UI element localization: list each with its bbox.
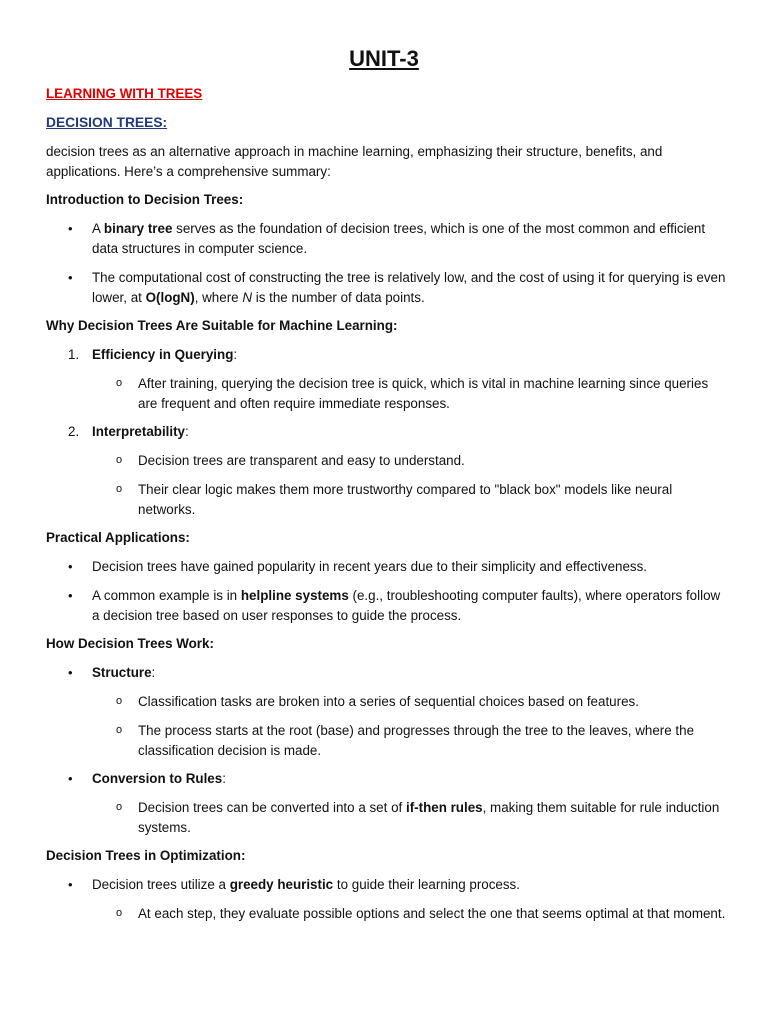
text-run: :	[222, 771, 226, 786]
text-run: A	[92, 221, 104, 236]
bold-term: Conversion to Rules	[92, 771, 223, 786]
sub-item-trustworthy: Their clear logic makes them more trustworthy compared to "black box" models like neural networks.	[138, 482, 673, 517]
page-title: UNIT-3	[349, 46, 419, 71]
text-run: :	[185, 424, 189, 439]
text-run: to guide their learning process.	[333, 877, 520, 892]
italic-term: N	[242, 289, 252, 305]
bold-term: Structure	[92, 665, 152, 680]
bullet-icon: •	[68, 877, 73, 892]
list-item-popularity: Decision trees have gained popularity in recent years due to their simplicity and effectiveness.	[92, 559, 648, 574]
text-run: A common example is in	[92, 588, 241, 603]
text-run: Decision trees can be converted into a set of	[138, 800, 406, 815]
sub-item-root-to-leaves: The process starts at the root (base) and progresses through the tree to the leaves, where the classification decision is made.	[138, 723, 695, 758]
sub-bullet-icon: o	[116, 695, 123, 707]
section-heading-learning-with-trees: LEARNING WITH TREES	[46, 86, 203, 101]
sub-bullet-icon: o	[116, 377, 123, 389]
bullet-icon: •	[68, 221, 73, 236]
sub-item-optimal-step: At each step, they evaluate possible options and select the one that seems optimal at that moment.	[138, 906, 726, 921]
text-run: (e.g., troubleshooting computer faults), where operators follow a decision tree based on user responses to guide the process.	[92, 588, 721, 623]
text-run: Decision trees utilize a	[92, 877, 230, 892]
list-number: 2.	[68, 424, 80, 439]
text-run: serves as the foundation of decision trees, which is one of the most common and efficient data structures in computer science.	[92, 221, 706, 256]
sub-bullet-icon: o	[116, 454, 123, 466]
bullet-icon: •	[68, 559, 73, 574]
list-item-computational-cost	[92, 268, 728, 307]
heading-optimization: Decision Trees in Optimization:	[46, 848, 246, 863]
sub-bullet-icon: o	[116, 483, 123, 495]
list-item-efficiency	[92, 345, 728, 365]
sub-bullet-icon: o	[116, 801, 123, 813]
text-run: is the number of data points.	[252, 289, 425, 305]
list-item-structure	[92, 663, 728, 683]
text-run: :	[151, 665, 156, 680]
bullet-icon: •	[68, 665, 73, 680]
bullet-icon: •	[68, 771, 73, 786]
text-run: , making them suitable for rule induction systems.	[138, 800, 720, 835]
list-item-helpline	[92, 586, 728, 625]
text-run: :	[233, 347, 238, 362]
sub-bullet-icon: o	[116, 724, 123, 736]
bold-term: O(logN)	[145, 289, 195, 305]
text-run: , where	[194, 289, 243, 305]
section-heading-decision-trees: DECISION TREES:	[46, 115, 168, 130]
bold-term: greedy heuristic	[229, 877, 334, 892]
sub-item-if-then-rules	[138, 798, 728, 837]
list-item-interpretability	[92, 422, 728, 442]
bold-term: Efficiency in Querying	[92, 347, 234, 362]
heading-introduction: Introduction to Decision Trees:	[46, 192, 244, 207]
intro-paragraph: decision trees as an alternative approach in machine learning, emphasizing their structure, benefits, and applications. Here’s a comprehensive summary:	[46, 144, 663, 179]
list-number: 1.	[68, 347, 80, 362]
bold-term: if-then rules	[405, 800, 483, 815]
list-item-conversion-to-rules	[92, 769, 728, 789]
heading-how-decision-trees-work: How Decision Trees Work:	[46, 636, 214, 651]
sub-item-transparent: Decision trees are transparent and easy to understand.	[138, 453, 465, 468]
bold-term: Interpretability	[92, 424, 186, 439]
sub-item-classification: Classification tasks are broken into a series of sequential choices based on features.	[138, 694, 639, 709]
list-item-greedy-heuristic	[92, 875, 728, 895]
heading-practical-applications: Practical Applications:	[46, 530, 190, 545]
bullet-icon: •	[68, 588, 73, 603]
bullet-icon: •	[68, 270, 73, 285]
list-item-binary-tree	[92, 219, 728, 258]
bold-term: binary tree	[103, 221, 173, 236]
heading-why-decision-trees: Why Decision Trees Are Suitable for Machine Learning:	[46, 318, 398, 333]
sub-bullet-icon: o	[116, 907, 123, 919]
sub-item-querying: After training, querying the decision tree is quick, which is vital in machine learning since queries are frequent and often require immediate responses.	[138, 376, 709, 411]
text-run: The computational cost of constructing the tree is relatively low, and the cost of using it for querying is even lower, at	[92, 270, 726, 305]
bold-term: helpline systems	[240, 588, 349, 603]
